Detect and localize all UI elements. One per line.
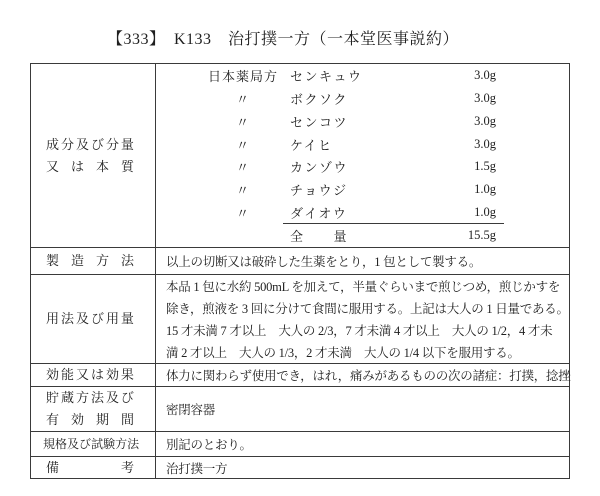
dosage-text-line: 除き，煎液を 3 回に分けて食間に服用する。上記は大人の 1 日量である。 [166,302,569,316]
total-label: 全 量 [290,229,349,245]
ingredient-amount: 1.0g [474,182,496,197]
ditto-mark: 〃 [235,160,250,176]
ditto-mark: 〃 [235,183,250,199]
table-row-manufacturing [31,247,569,274]
spec-table [30,63,570,479]
ditto-mark: 〃 [235,206,250,222]
row-label-manufacturing [31,248,156,274]
row-label-remarks [31,457,156,478]
row-label-line: 備 考 [46,459,134,475]
row-label-dosage [31,275,156,363]
ingredient-amount: 3.0g [474,113,496,128]
row-label-line: 効 能 又 は 効 果 [46,367,134,382]
table-row-remarks [31,456,569,478]
ingredient-line [156,178,569,201]
row-label-line: 又 は 本 質 [46,158,134,174]
standards-text: 別記のとおり。 [166,438,252,452]
ingredient-line [156,156,569,179]
row-label-line: 製 造 方 法 [46,253,134,268]
row-label-line: 成 分 及 び 分 量 [46,136,134,152]
ingredient-name: センキュウ [290,68,363,84]
ingredient-line [156,201,569,224]
storage-cell [156,387,569,431]
document-title: 【333】 K133 治打撲一方（一本堂医事説約） [106,31,460,48]
pharmacopoeia-label: 日本薬局方 [207,68,278,84]
ingredient-list [156,64,569,247]
row-label-ingredients [31,64,156,247]
ingredient-line [156,87,569,110]
row-label-line: 用 法 及 び 用 量 [46,311,134,326]
ingredient-amount: 3.0g [474,67,496,82]
manufacturing-cell [156,248,569,274]
manufacturing-text: 以上の切断又は破砕した生薬をとり，1 包として製する。 [166,255,482,269]
ingredient-line [156,110,569,133]
row-label-standards [31,432,156,456]
ingredient-name: チョウジ [290,183,348,199]
storage-text: 密閉容器 [166,403,216,417]
ingredient-name: カンゾウ [290,160,349,176]
row-label-storage [31,387,156,431]
row-label-line: 貯 蔵 方 法 及 び [46,390,134,405]
ditto-mark: 〃 [235,114,250,130]
table-row-standards [31,431,569,456]
ingredient-amount: 3.0g [474,136,496,151]
table-row-dosage [31,274,569,363]
ingredient-line [156,133,569,156]
ingredient-name: ダイオウ [290,206,348,222]
ditto-mark: 〃 [235,137,250,153]
ingredients-cell [156,64,569,247]
efficacy-text: 体力に関わらず使用でき，はれ，痛みがあるものの次の諸症：打撲，捻挫 [166,369,571,383]
ingredient-name: センコツ [290,114,349,130]
ingredient-amount: 3.0g [474,90,496,105]
ditto-mark: 〃 [235,91,250,107]
table-row-storage [31,386,569,431]
row-label-efficacy [31,364,156,386]
table-row-efficacy [31,363,569,386]
dosage-text-line: 満 2 才以上 大人の 1/3，2 才未満 大人の 1/4 以下を服用する。 [166,346,520,360]
ingredient-amount: 1.5g [474,159,496,174]
remarks-text: 治打撲一方 [166,461,228,476]
dosage-text-line: 15 才未満 7 才以上 大人の 2/3，7 才未満 4 才以上 大人の 1/2，4 才未 [166,324,553,338]
ingredient-name: ケイヒ [290,137,333,153]
total-line [156,224,569,247]
total-amount: 15.5g [467,228,496,243]
efficacy-cell [156,364,571,386]
dosage-text-line: 本品 1 包に水約 500mL を加えて，半量ぐらいまで煎じつめ，煎じかすを [166,280,561,294]
table-row-ingredients [31,64,569,247]
ingredient-line [156,64,569,87]
row-label-line: 規 格 及 び 試 験 方 法 [43,437,140,451]
dosage-cell [156,275,569,363]
standards-cell [156,432,569,456]
ingredient-name: ボクソク [290,91,348,107]
remarks-cell [156,457,569,478]
ingredient-amount: 1.0g [474,205,496,220]
row-label-line: 有 効 期 間 [46,412,134,427]
